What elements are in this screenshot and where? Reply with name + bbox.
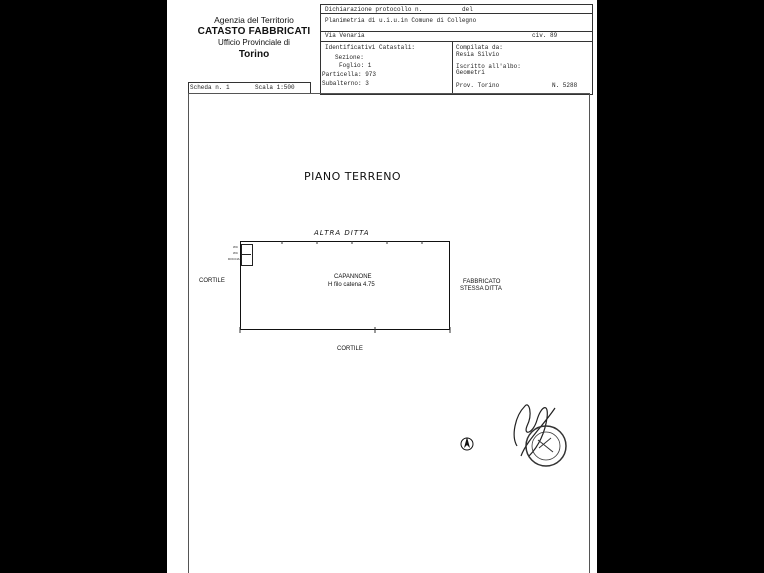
address-label: Via Venaria	[325, 32, 365, 39]
right-building-label-2: STESSA DITTA	[460, 286, 502, 292]
sezione-label: Sezione:	[335, 54, 364, 61]
office-city: Torino	[238, 49, 270, 60]
wc-mark-2: WC	[233, 251, 238, 255]
del-label: del	[462, 6, 473, 13]
bottom-courtyard-label: CORTILE	[337, 346, 363, 352]
plan-ticks	[167, 0, 597, 573]
building-height: H filo catena 4.75	[328, 282, 375, 288]
civ-label: civ. 89	[532, 32, 558, 39]
north-arrow-icon	[459, 435, 475, 453]
left-courtyard-label: CORTILE	[199, 278, 225, 284]
compiled-heading: Compilata da:	[456, 44, 503, 51]
right-building-label-1: FABBRICATO	[463, 279, 501, 285]
scheda-label: Scheda n. 1	[190, 84, 230, 91]
building-name: CAPANNONE	[334, 274, 372, 280]
signature-stamp	[503, 396, 573, 486]
identifiers-heading: Identificativi Catastali:	[325, 44, 416, 51]
top-neighbor-label: ALTRA DITTA	[314, 229, 370, 237]
particella-label: Particella: 973	[322, 71, 377, 78]
protocol-label: Dichiarazione protocollo n.	[325, 6, 423, 13]
planimetria-label: Planimetria di u.i.u.in Comune di Collegno	[325, 17, 477, 24]
scale-label: Scala 1:500	[255, 84, 295, 91]
floor-title: PIANO TERRENO	[304, 170, 402, 183]
office-label: Ufficio Provinciale di	[218, 38, 290, 47]
albo-value: Geometri	[456, 69, 485, 76]
agency-name: Agenzia del Territorio	[214, 15, 294, 25]
document-page	[167, 0, 597, 573]
registration-number: N. 5288	[552, 82, 578, 89]
albo-label: Iscritto all'albo:	[456, 63, 521, 70]
catasto-title: CATASTO FABBRICATI	[197, 26, 311, 37]
province-label: Prov. Torino	[456, 82, 500, 89]
foglio-label: Foglio: 1	[339, 62, 372, 69]
compiled-name: Resia Silvio	[456, 51, 500, 58]
doccia-mark: DOCCIA	[228, 257, 240, 261]
subalterno-label: Subalterno: 3	[322, 80, 369, 87]
wc-mark-1: WC	[233, 245, 238, 249]
